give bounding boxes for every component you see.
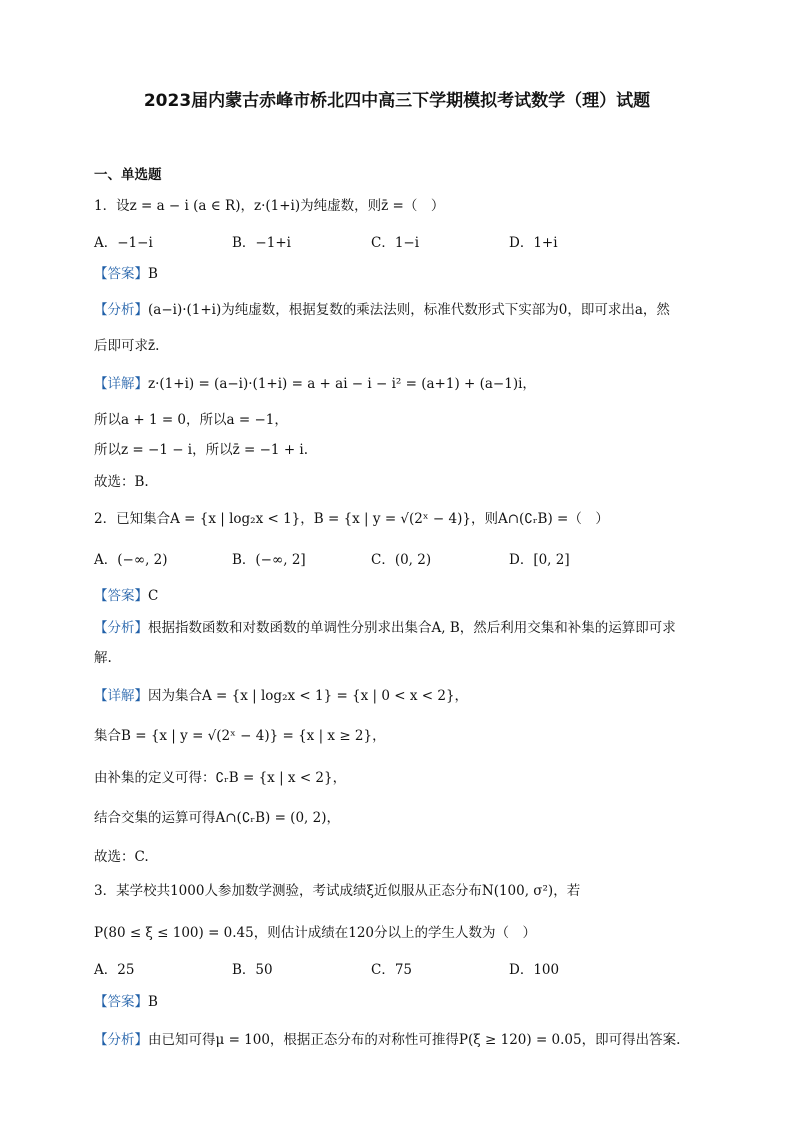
answer-label: 【答案】 — [94, 994, 148, 1010]
analysis-label: 【分析】 — [94, 620, 148, 636]
q2-detail-4: 结合交集的运算可得A∩(∁ᵣB) = (0, 2)， — [94, 810, 340, 826]
q2-analysis-row — [94, 616, 676, 636]
answer-label: 【答案】 — [94, 266, 148, 282]
answer-label: 【答案】 — [94, 588, 148, 604]
q2-stem: 2．已知集合A = {x | log₂x < 1}，B = {x | y = √(2ˣ − 4)}，则A∩(∁ᵣB) =（ ） — [94, 511, 609, 527]
q3-analysis-row — [94, 1028, 680, 1048]
detail-label: 【详解】 — [94, 376, 148, 392]
q3-stem-2: P(80 ≤ ξ ≤ 100) = 0.45，则估计成绩在120分以上的学生人数为（ ） — [94, 925, 537, 941]
q2-detail-2: 集合B = {x | y = √(2ˣ − 4)} = {x | x ≥ 2}， — [94, 728, 386, 744]
q2-detail-3: 由补集的定义可得：∁ᵣB = {x | x < 2}， — [94, 770, 347, 786]
q2-conclusion: 故选：C. — [94, 849, 149, 865]
q1-detail-1: z·(1+i) = (a−i)·(1+i) = a + ai − i − i² = (a+1) + (a−1)i， — [148, 376, 536, 392]
q3-answer-row — [94, 990, 158, 1010]
q1-option-d: D．1+i — [509, 235, 558, 251]
q1-analysis-row — [94, 298, 670, 318]
q1-option-a: A．−1−i — [94, 235, 153, 251]
q1-analysis-1: (a−i)·(1+i)为纯虚数，根据复数的乘法法则，标准代数形式下实部为0，即可求出a，然 — [148, 302, 670, 318]
q3-option-d: D．100 — [509, 962, 560, 978]
q2-answer-row — [94, 584, 158, 604]
q1-detail-3: 所以z = −1 − i，所以z̄ = −1 + i. — [94, 442, 309, 458]
q3-option-b: B．50 — [232, 962, 273, 978]
q2-option-c: C．(0, 2) — [371, 552, 432, 568]
q2-option-a: A．(−∞, 2) — [94, 552, 168, 568]
q1-stem: 1．设z = a − i (a ∈ R)，z·(1+i)为纯虚数，则z̄ =（ ） — [94, 198, 445, 214]
q1-conclusion: 故选：B. — [94, 474, 149, 490]
q3-answer: B — [148, 994, 158, 1010]
q2-analysis-1: 根据指数函数和对数函数的单调性分别求出集合A, B，然后利用交集和补集的运算即可求 — [148, 620, 676, 636]
q1-option-b: B．−1+i — [232, 235, 291, 251]
q2-detail-row — [94, 684, 468, 704]
q1-analysis-2: 后即可求z̄. — [94, 338, 160, 354]
q1-detail-row — [94, 372, 536, 392]
q2-option-d: D．[0, 2] — [509, 552, 570, 568]
q3-stem-1: 3．某学校共1000人参加数学测验，考试成绩ξ近似服从正态分布N(100, σ²)，若 — [94, 883, 581, 899]
q3-option-c: C．75 — [371, 962, 413, 978]
detail-label: 【详解】 — [94, 688, 148, 704]
q1-answer: B — [148, 266, 158, 282]
analysis-label: 【分析】 — [94, 1032, 148, 1048]
analysis-label: 【分析】 — [94, 302, 148, 318]
q3-option-a: A．25 — [94, 962, 135, 978]
q3-analysis-1: 由已知可得μ = 100，根据正态分布的对称性可推得P(ξ ≥ 120) = 0.05，即可得出答案. — [148, 1032, 681, 1048]
q1-option-c: C．1−i — [371, 235, 420, 251]
q2-option-b: B．(−∞, 2] — [232, 552, 306, 568]
page-title: 2023届内蒙古赤峰市桥北四中高三下学期模拟考试数学（理）试题 — [143, 91, 651, 111]
q2-analysis-2: 解. — [94, 650, 112, 666]
q1-detail-2: 所以a + 1 = 0，所以a = −1， — [94, 412, 288, 428]
q1-answer-row — [94, 262, 158, 282]
section-heading: 一、单选题 — [94, 167, 162, 183]
q2-answer: C — [148, 588, 159, 604]
q2-detail-1: 因为集合A = {x | log₂x < 1} = {x | 0 < x < 2}， — [148, 688, 469, 704]
